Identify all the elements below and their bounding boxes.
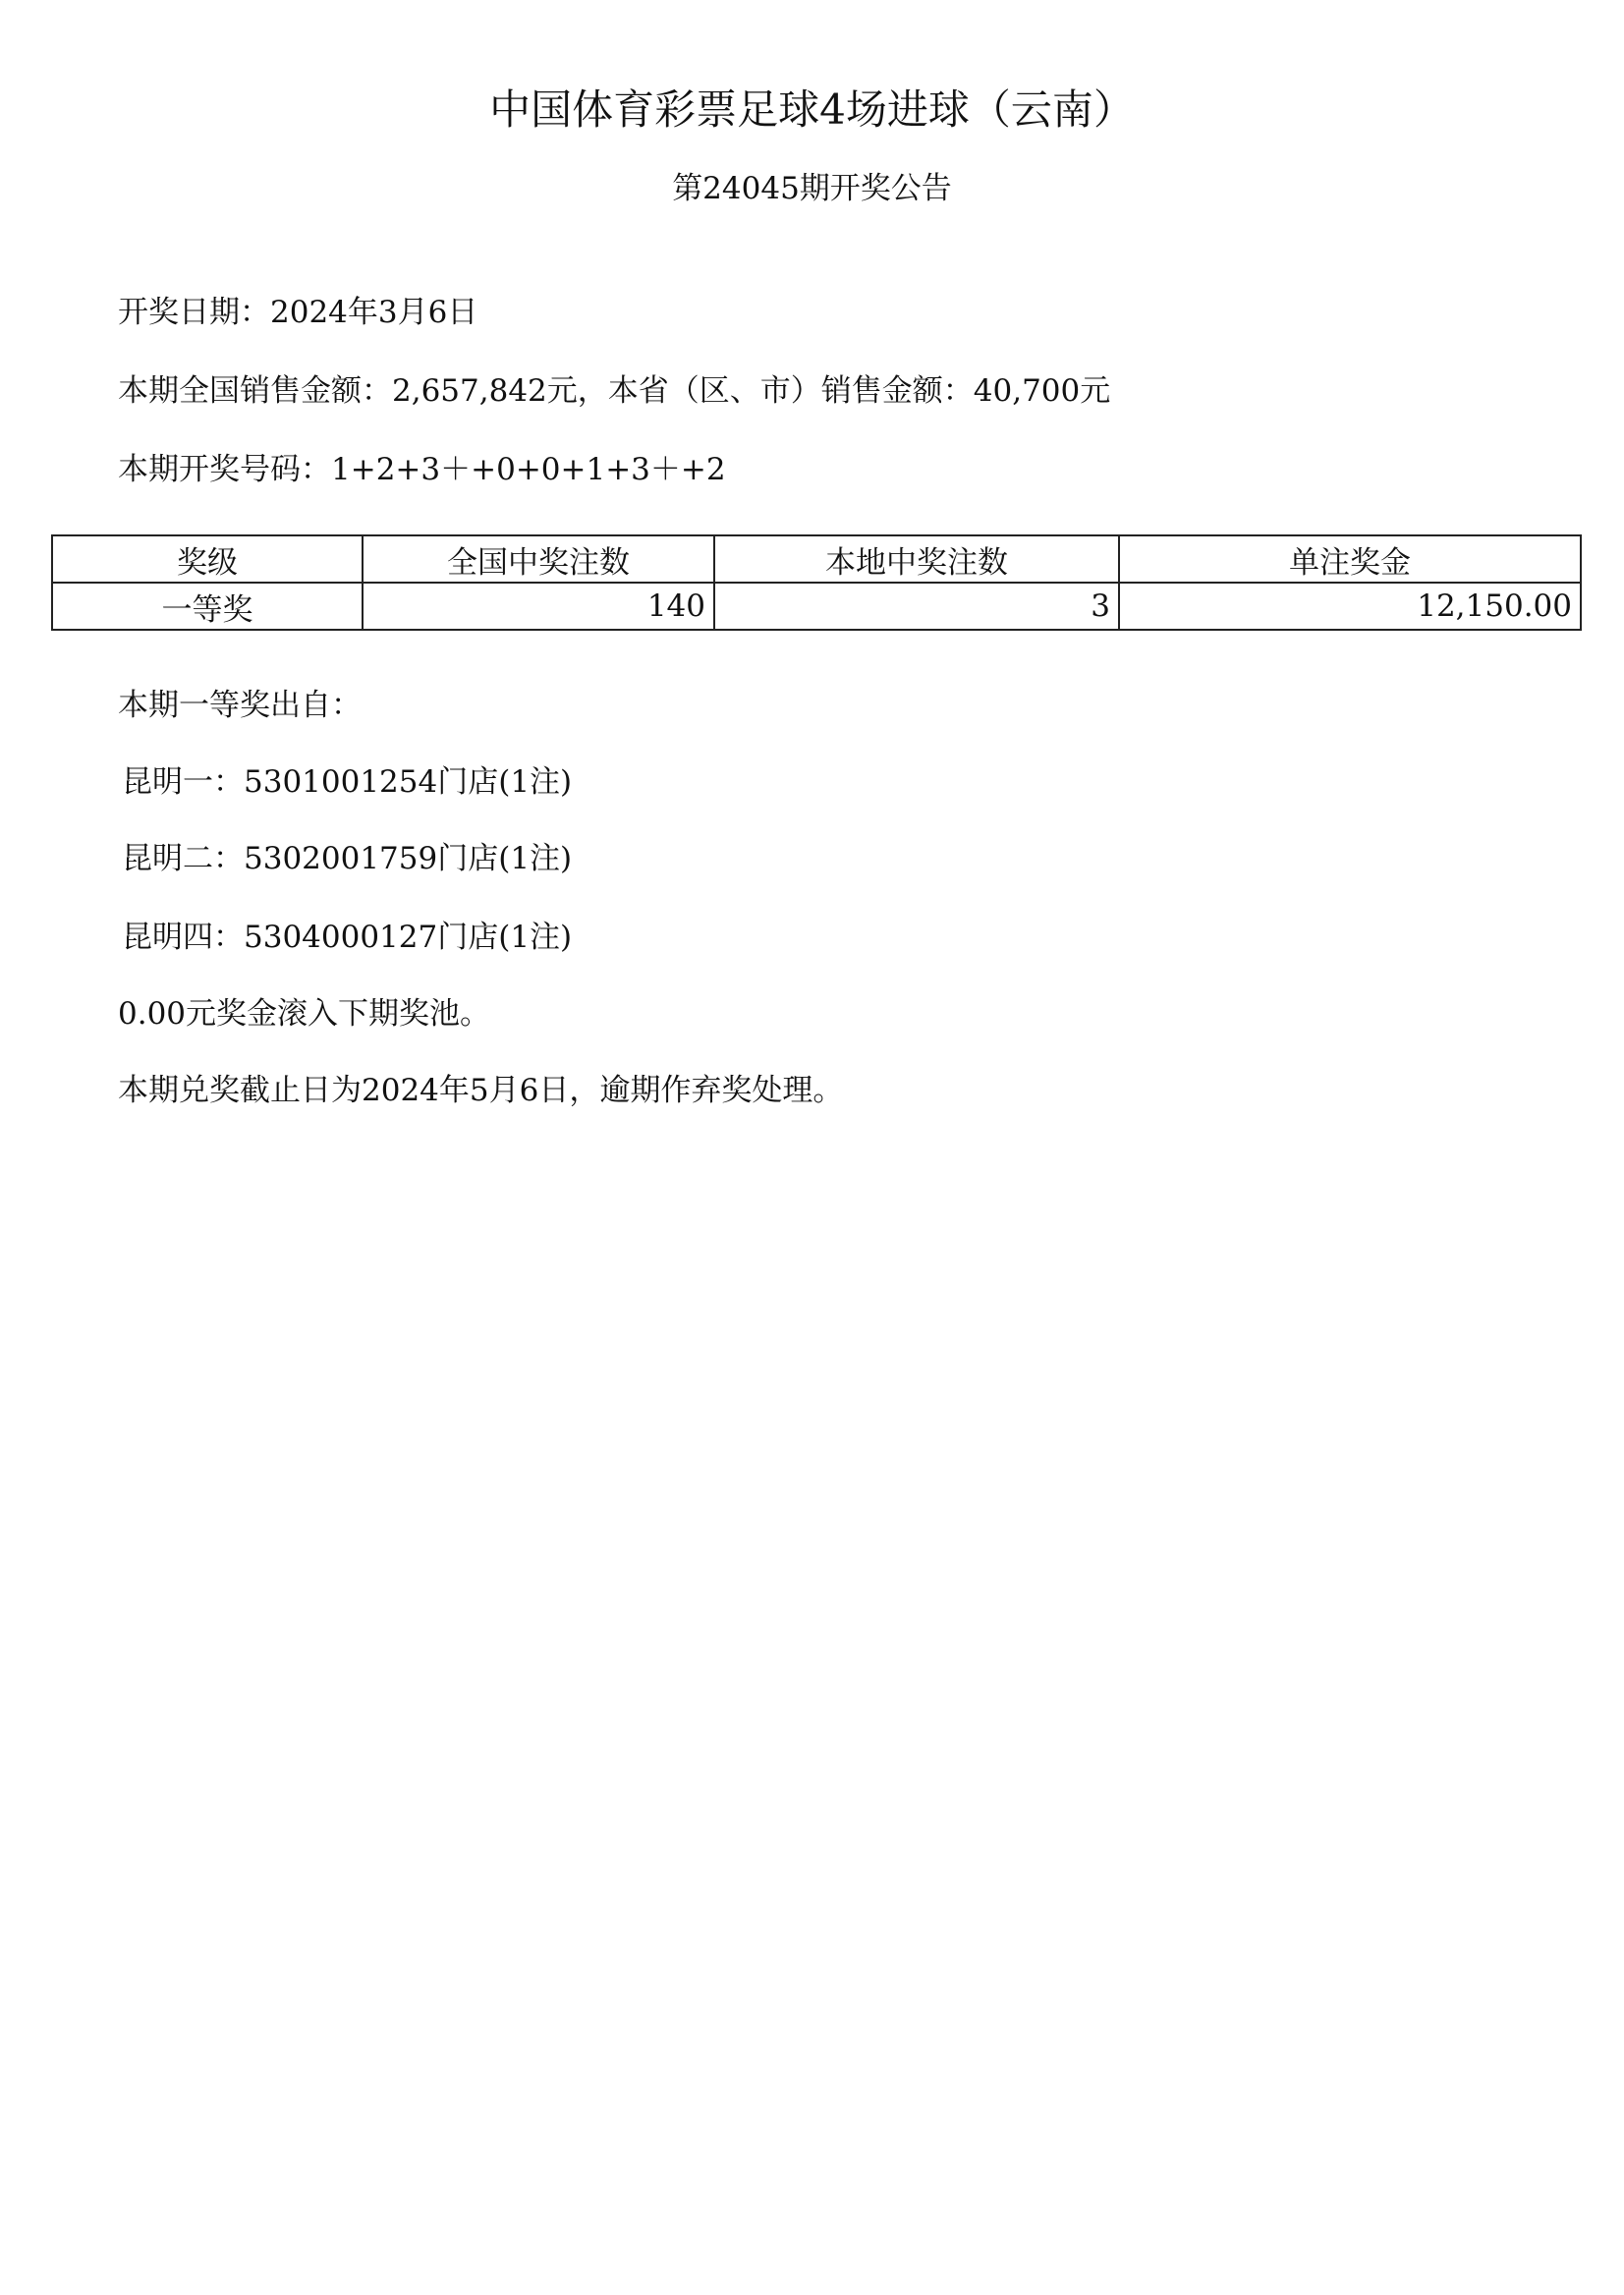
- table-row: [52, 583, 1581, 630]
- claim-deadline-note: 本期兑奖截止日为2024年5月6日，逾期作弃奖处理。: [118, 1073, 844, 1108]
- draw-date: 开奖日期：2024年3月6日: [118, 295, 478, 330]
- winner-store-item: 昆明一：5301001254门店(1注): [122, 764, 573, 800]
- cell-prize-per-bet: 12,150.00: [1119, 583, 1581, 630]
- header-local-winners: 本地中奖注数: [714, 535, 1119, 583]
- rollover-note: 0.00元奖金滚入下期奖池。: [118, 996, 491, 1032]
- prize-table: [51, 534, 1582, 631]
- announcement-title: 中国体育彩票足球4场进球（云南）: [489, 85, 1135, 134]
- winning-numbers: 本期开奖号码：1+2+3＋+0+0+1+3＋+2: [118, 452, 726, 487]
- table-header-row: [52, 535, 1581, 583]
- winner-store-item: 昆明四：5304000127门店(1注): [122, 920, 573, 955]
- cell-national-winners: 140: [363, 583, 714, 630]
- header-prize-level: 奖级: [52, 535, 363, 583]
- header-prize-per-bet: 单注奖金: [1119, 535, 1581, 583]
- winners-heading: 本期一等奖出自：: [118, 688, 362, 723]
- sales-amount: 本期全国销售金额：2,657,842元，本省（区、市）销售金额：40,700元: [118, 373, 1111, 409]
- issue-subtitle: 第24045期开奖公告: [672, 171, 952, 206]
- header-national-winners: 全国中奖注数: [363, 535, 714, 583]
- winner-store-item: 昆明二：5302001759门店(1注): [122, 841, 573, 876]
- cell-prize-level: 一等奖: [52, 583, 363, 630]
- cell-local-winners: 3: [714, 583, 1119, 630]
